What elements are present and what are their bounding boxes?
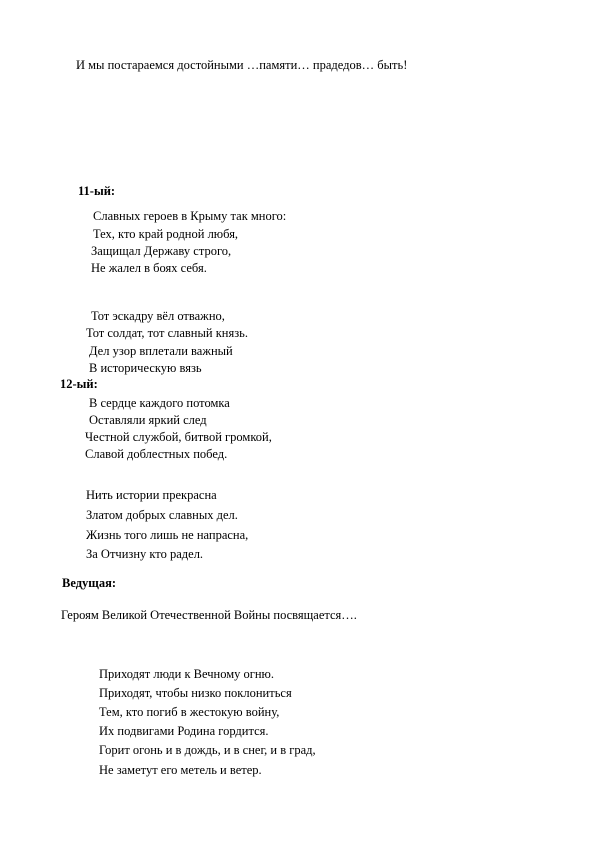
stanza-12a-line-2: Оставляли яркий след xyxy=(89,413,207,427)
stanza-11b-line-1: Тот эскадру вёл отважно, xyxy=(91,309,225,323)
stanza-12b-line-1: Нить истории прекрасна xyxy=(86,488,217,502)
stanza-final-line-6: Не заметут его метель и ветер. xyxy=(99,763,262,777)
stanza-12b-line-2: Златом добрых славных дел. xyxy=(86,508,238,522)
stanza-11a-line-2: Тех, кто край родной любя, xyxy=(93,227,239,241)
stanza-11b-line-4: В историческую вязь xyxy=(89,361,202,375)
stanza-11a-line-1: Славных героев в Крыму так много: xyxy=(93,209,287,223)
stanza-final-line-2: Приходят, чтобы низко поклониться xyxy=(99,686,292,700)
speaker-label-host: Ведущая: xyxy=(62,576,117,590)
stanza-final-line-4: Их подвигами Родина гордится. xyxy=(99,724,269,738)
dedication-line: Героям Великой Отечественной Войны посвящается…. xyxy=(61,608,357,622)
stanza-12a-line-1: В сердце каждого потомка xyxy=(89,396,230,410)
stanza-11b-line-2: Тот солдат, тот славный князь. xyxy=(86,326,248,340)
stanza-12a-line-4: Славой доблестных побед. xyxy=(85,447,228,461)
stanza-final-line-3: Тем, кто погиб в жестокую войну, xyxy=(99,705,280,719)
intro-line: И мы постараемся достойными …памяти… прадедов… быть! xyxy=(76,58,408,72)
speaker-label-12: 12-ый: xyxy=(60,377,98,391)
stanza-11a-line-4: Не жалел в боях себя. xyxy=(91,261,207,275)
stanza-final-line-5: Горит огонь и в дождь, и в снег, и в град, xyxy=(99,743,316,757)
stanza-11a-line-3: Защищал Державу строго, xyxy=(91,244,232,258)
stanza-11b-line-3: Дел узор вплетали важный xyxy=(89,344,233,358)
stanza-12b-line-4: За Отчизну кто радел. xyxy=(86,547,204,561)
speaker-label-11: 11-ый: xyxy=(78,184,116,198)
stanza-12b-line-3: Жизнь того лишь не напрасна, xyxy=(86,528,249,542)
stanza-final-line-1: Приходят люди к Вечному огню. xyxy=(99,667,275,681)
stanza-12a-line-3: Честной службой, битвой громкой, xyxy=(85,430,272,444)
